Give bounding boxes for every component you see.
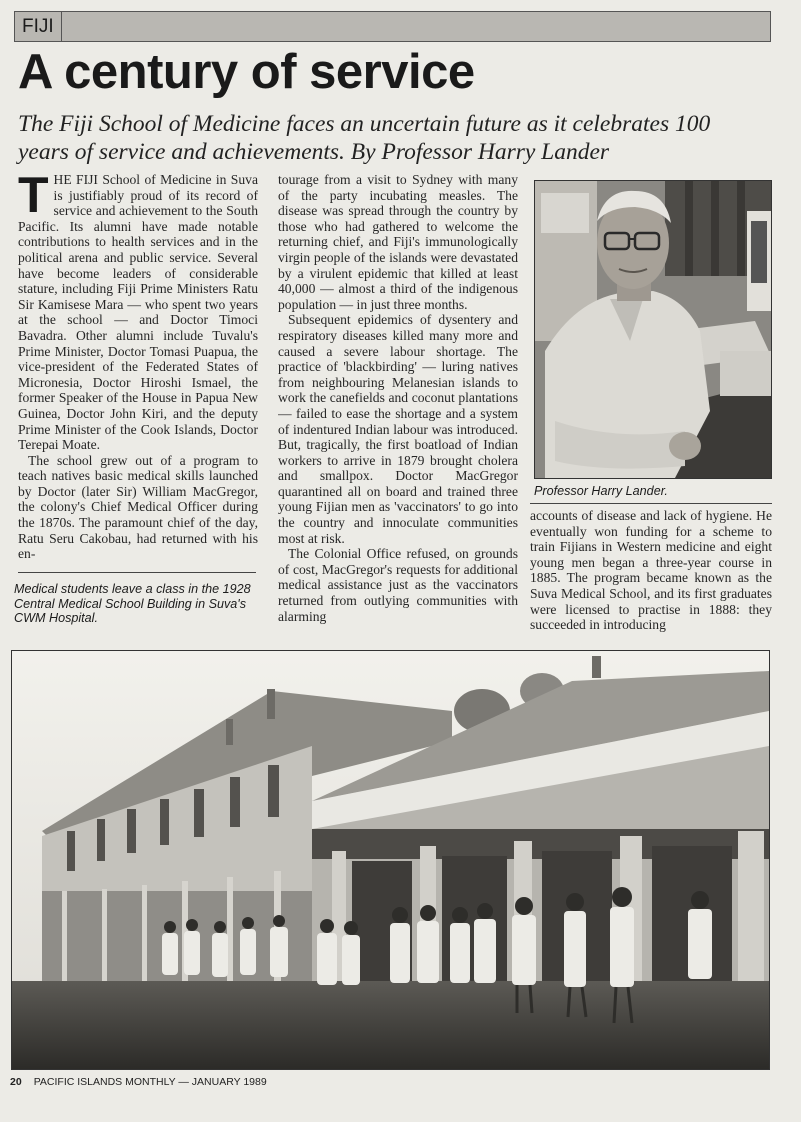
section-label: FIJI	[15, 12, 62, 41]
article-column-1	[18, 172, 258, 570]
paragraph-text: HE FIJI School of Medicine in Suva is justifiably proud of its record of service and achievement to the South Pacific. Its alumni have made notable contributions to health services and in the political arena and public service. Several have become leaders of considerable stature, including Fiji Prime Ministers Ratu Sir Kamisese Mara — who spent two years at the school — and Doctor Timoci Bavadra. Other alumni include Tuvalu's Prime Minister, Doctor Tomasi Puapua, the vice-president of the Federated States of Micronesia, Doctor Hiroshi Ismael, the former Speaker of the House in Papua New Guinea, Doctor John Kiri, and the deputy Prime Minister of the Cook Islands, Doctor Terepai Moate.	[18, 172, 258, 453]
drop-cap: T	[18, 172, 49, 223]
caption-rule	[18, 572, 256, 573]
article-paragraph: tourage from a visit to Sydney with many of the party incubating measles. The disease was spread through the country by those who had gathered to welcome the returning chief, and Fiji's immunologically virgin people of the islands were devastated by a virulent epidemic that killed at least 40,000 — almost a third of the indigenous population — in just three months.	[278, 172, 518, 312]
article-paragraph	[18, 172, 258, 453]
article-column-2	[278, 172, 518, 650]
publication-line: PACIFIC ISLANDS MONTHLY — JANUARY 1989	[33, 1076, 267, 1088]
article-column-3	[530, 508, 772, 650]
section-header	[14, 11, 771, 42]
article-paragraph: The school grew out of a program to teach natives basic medical skills launched by Doctor (later Sir) William MacGregor, the colony's Chief Medical Officer during the 1870s. The paramount chief of the day, Ratu Seru Cakobau, had returned with his en-	[18, 452, 258, 562]
building-photo	[11, 650, 770, 1070]
article-paragraph: The Colonial Office refused, on grounds of cost, MacGregor's requests for additional medical assistance just as the vaccinators returned from outlying communities with alarming	[278, 546, 518, 624]
portrait-caption: Professor Harry Lander.	[534, 484, 668, 498]
page-footer	[10, 1076, 267, 1088]
headline: A century of service	[18, 45, 475, 99]
portrait-image	[535, 181, 771, 478]
page-number: 20	[10, 1076, 22, 1088]
building-image	[12, 651, 769, 1069]
portrait-photo	[534, 180, 772, 479]
caption-rule	[530, 503, 772, 504]
standfirst: The Fiji School of Medicine faces an uncertain future as it celebrates 100 years of service and achievements. By Professor Harry Lander	[18, 111, 711, 165]
article-paragraph: accounts of disease and lack of hygiene. He eventually won funding for a scheme to train Fijians in Western medicine and eight young men began a three-year course in 1885. The program became known as the Suva Medical School, and its first graduates were licensed to practise in 1888: they succeeded in introducing	[530, 508, 772, 633]
building-photo-caption: Medical students leave a class in the 1928 Central Medical School Building in Suva's CWM Hospital.	[14, 582, 251, 625]
article-paragraph: Subsequent epidemics of dysentery and respiratory diseases killed many more and caused a severe labour shortage. The practice of 'blackbirding' — luring natives from neighbouring Melanesian islands to work the canefields and coconut plantations — failed to ease the shortage and a system of indentured Indian labour was introduced. But, tragically, the first boatload of Indian workers to arrive in 1879 brought cholera and smallpox. Doctor MacGregor quarantined all on board and trained three young Fijian men as 'vaccinators' to go into the country and innoculate communities most at risk.	[278, 312, 518, 546]
